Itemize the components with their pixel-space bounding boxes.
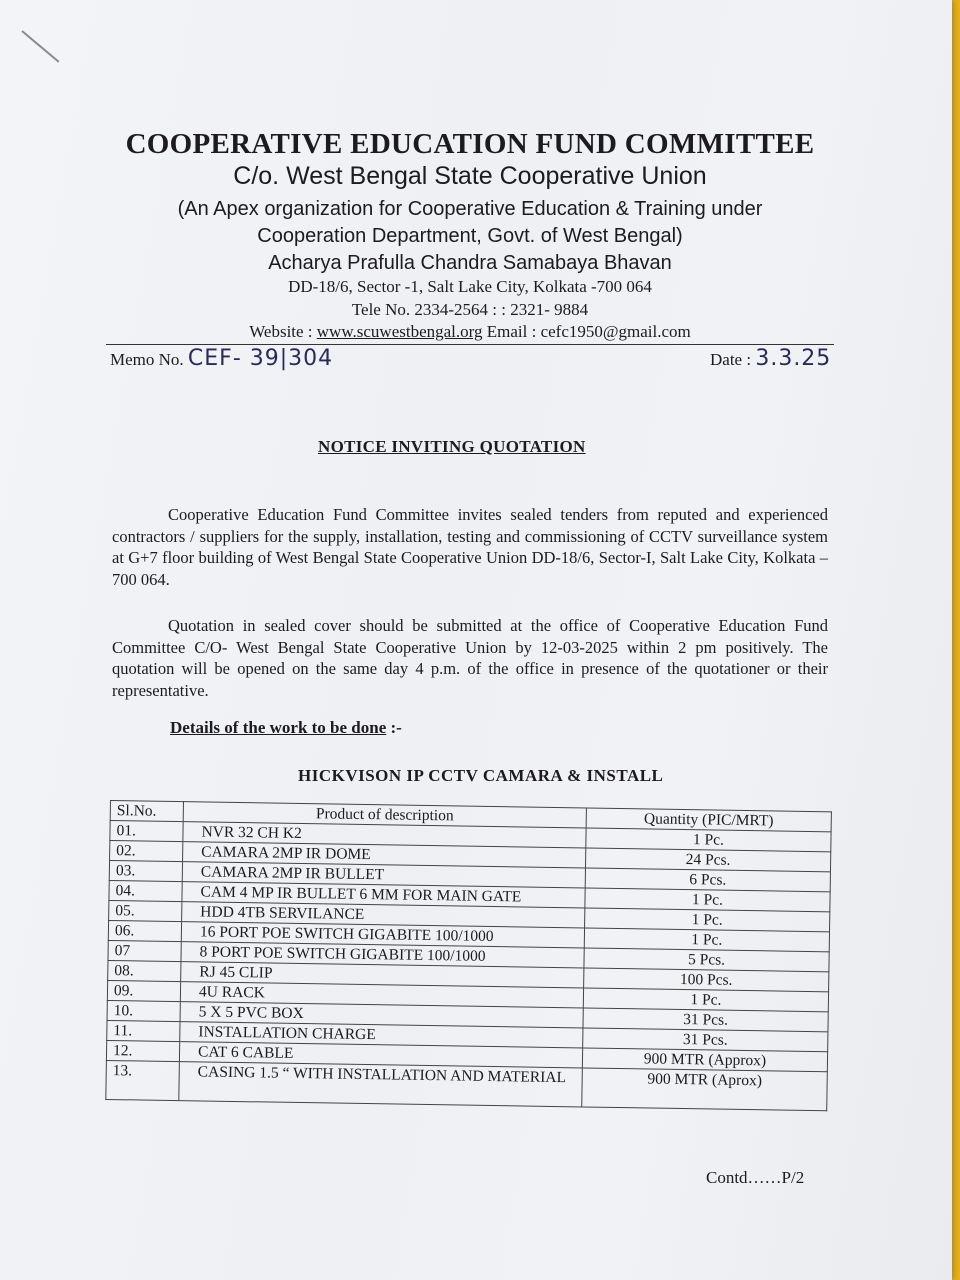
telephone: Tele No. 2334-2564 : : 2321- 9884: [351, 300, 589, 319]
cell-description: HDD 4TB SERVILANCE: [182, 902, 585, 928]
cell-slno: 12.: [106, 1040, 179, 1061]
header-description: Product of description: [183, 802, 586, 828]
cell-description: 5 X 5 PVC BOX: [180, 1002, 583, 1028]
cell-slno: 13.: [106, 1060, 180, 1100]
apex-line-2: Cooperation Department, Govt. of West Bengal): [257, 225, 683, 247]
cell-quantity: 900 MTR (Approx): [582, 1048, 827, 1072]
date-label: Date :: [710, 350, 756, 369]
website-link[interactable]: www.scuwestbengal.org: [316, 322, 483, 341]
header-quantity: Quantity (PIC/MRT): [586, 808, 831, 832]
memo-number: [110, 346, 333, 371]
cell-description: CAM 4 MP IR BULLET 6 MM FOR MAIN GATE: [182, 882, 585, 908]
cell-quantity: 1 Pc.: [585, 908, 830, 932]
memo-label: Memo No.: [110, 350, 188, 369]
cell-quantity: 1 Pc.: [583, 988, 828, 1012]
cell-description: CASING 1.5 “ WITH INSTALLATION AND MATERIAL: [179, 1062, 583, 1107]
items-table: [105, 800, 832, 1111]
cell-quantity: 5 Pcs.: [584, 948, 829, 972]
cell-slno: 02.: [110, 841, 183, 862]
cell-description: NVR 32 CH K2: [183, 822, 586, 848]
cell-slno: 08.: [108, 960, 181, 981]
details-heading: [170, 718, 402, 738]
apex-line-1: (An Apex organization for Cooperative Education & Training under: [177, 198, 763, 220]
continued-note: Contd……P/2: [706, 1168, 805, 1187]
cell-slno: 04.: [109, 880, 182, 901]
work-title: HICKVISON IP CCTV CAMARA & INSTALL: [298, 766, 664, 785]
memo-value: CEF- 39|304: [187, 346, 334, 371]
cell-slno: 01.: [110, 821, 183, 842]
email-address: cefc1950@gmail.com: [540, 322, 691, 341]
notice-paragraph-2: Quotation in sealed cover should be submitted at the office of Cooperative Education Fund Committee C/O- West Bengal State Cooperative Union by 12-03-2025 within 2 pm positively. The quotation will be opened on the same day 4 p.m. of the office in presence of the quotationer or their representative.: [112, 616, 828, 700]
items-table-wrapper: [105, 800, 832, 1111]
address: DD-18/6, Sector -1, Salt Lake City, Kolkata -700 064: [288, 277, 652, 296]
bhavan-name: Acharya Prafulla Chandra Samabaya Bhavan: [268, 252, 672, 274]
cell-description: 16 PORT POE SWITCH GIGABITE 100/1000: [181, 922, 584, 948]
details-label: Details of the work to be done: [170, 718, 387, 737]
cell-quantity: 31 Pcs.: [583, 1028, 828, 1052]
cell-quantity: 31 Pcs.: [583, 1008, 828, 1032]
header-slno: Sl.No.: [110, 801, 183, 822]
contact-line: [100, 322, 840, 342]
cell-slno: 11.: [107, 1020, 180, 1041]
header-divider: [106, 344, 834, 345]
cell-description: 4U RACK: [180, 982, 583, 1008]
cell-slno: 05.: [109, 900, 182, 921]
cell-slno: 06.: [108, 920, 181, 941]
notice-title: NOTICE INVITING QUOTATION: [318, 437, 586, 456]
cell-description: CAT 6 CABLE: [179, 1042, 582, 1068]
cell-quantity: 1 Pc.: [585, 888, 830, 912]
org-title: COOPERATIVE EDUCATION FUND COMMITTEE: [125, 128, 815, 160]
cell-quantity: 6 Pcs.: [585, 868, 830, 892]
cell-slno: 03.: [109, 861, 182, 882]
cell-description: CAMARA 2MP IR DOME: [183, 842, 586, 868]
cell-description: 8 PORT POE SWITCH GIGABITE 100/1000: [181, 942, 584, 968]
memo-date: [710, 346, 831, 371]
details-suffix: :-: [386, 718, 402, 737]
cell-quantity: 100 Pcs.: [584, 968, 829, 992]
cell-description: CAMARA 2MP IR BULLET: [182, 862, 585, 888]
email-label: Email :: [482, 322, 541, 341]
website-label: Website :: [249, 322, 317, 341]
cell-quantity: 1 Pc.: [586, 828, 831, 852]
cell-description: RJ 45 CLIP: [181, 962, 584, 988]
cell-quantity: 1 Pc.: [584, 928, 829, 952]
cell-slno: 10.: [107, 1000, 180, 1021]
staple-pin: [21, 30, 59, 62]
cell-description: INSTALLATION CHARGE: [180, 1022, 583, 1048]
notice-paragraph-1: Cooperative Education Fund Committee invites sealed tenders from reputed and experienced contractors / suppliers for the supply, installation, testing and commissioning of CCTV surveillance system at G+7 floor building of West Bengal State Cooperative Union DD-18/6, Sector-I, Salt Lake City, Kolkata – 700 064.: [112, 505, 828, 589]
cell-quantity: 24 Pcs.: [585, 848, 830, 872]
cell-slno: 07: [108, 940, 181, 961]
cell-quantity: 900 MTR (Aprox): [582, 1068, 828, 1111]
care-of-line: C/o. West Bengal State Cooperative Union: [233, 162, 707, 190]
date-value: 3.3.25: [755, 346, 832, 371]
cell-slno: 09.: [107, 980, 180, 1001]
